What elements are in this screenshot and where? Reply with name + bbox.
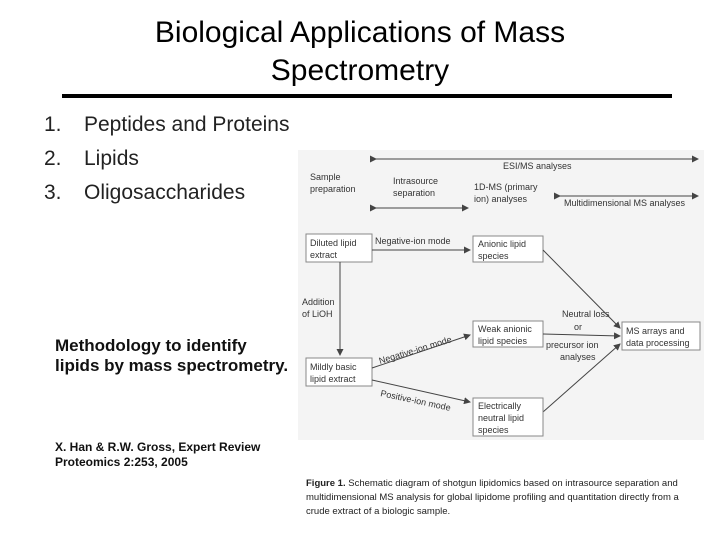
label-or: or	[574, 322, 583, 332]
label-weak-anionic: Weak anionic	[478, 324, 532, 334]
label-species: species	[478, 251, 509, 261]
list-item: 1. Peptides and Proteins	[44, 113, 290, 136]
list-item: 3. Oligosaccharides	[44, 181, 246, 204]
label-negative-mode-diag: Negative-ion mode	[377, 334, 453, 366]
label-diluted: Diluted lipid	[310, 238, 357, 248]
label-1d-ms: 1D-MS (primary	[474, 182, 538, 192]
label-anionic: Anionic lipid	[478, 239, 527, 249]
label-multidimensional: Multidimensional MS analyses	[564, 198, 686, 208]
label-sample: Sample	[310, 172, 341, 182]
label-preparation: preparation	[310, 184, 356, 194]
label-analyses: analyses	[560, 352, 596, 362]
label-intrasource: Intrasource	[393, 176, 439, 186]
figure-caption	[306, 477, 700, 519]
label-data-processing: data processing	[626, 338, 690, 348]
label-separation: separation	[393, 188, 436, 198]
methodology-text: Methodology to identify lipids by mass spectrometry.	[55, 336, 289, 375]
lipidomics-diagram	[298, 150, 704, 518]
label-mildly-basic: Mildly basic	[310, 362, 357, 372]
label-esi-ms: ESI/MS analyses	[503, 161, 572, 171]
label-negative-mode-top: Negative-ion mode	[375, 236, 451, 246]
label-addition: Addition	[302, 297, 335, 307]
citation-text: X. Han & R.W. Gross, Expert Review Proteomics 2:253, 2005	[55, 440, 261, 469]
application-list	[44, 108, 289, 210]
weak-to-ms-arrow	[543, 334, 620, 336]
label-extract: extract	[310, 250, 338, 260]
label-precursor: precursor ion	[546, 340, 599, 350]
label-ms-arrays: MS arrays and	[626, 326, 685, 336]
label-species-2: species	[478, 425, 509, 435]
label-positive-mode-diag: Positive-ion mode	[379, 388, 452, 413]
label-electrically: Electrically	[478, 401, 522, 411]
label-lioh: of LiOH	[302, 309, 333, 319]
list-item: 2. Lipids	[44, 147, 139, 170]
title-divider	[62, 94, 672, 98]
label-lipid-species: lipid species	[478, 336, 528, 346]
label-ion-analyses: ion) analyses	[474, 194, 528, 204]
slide-title: Biological Applications of Mass Spectrometry	[154, 16, 566, 87]
diagram-svg	[298, 150, 704, 450]
caption-text: Schematic diagram of shotgun lipidomics based on intrasource separation and multidimensional MS analysis for global lipidome profiling and quantitation directly from a crude extract of a biologic sample.	[306, 478, 679, 517]
label-neutral-lipid: neutral lipid	[478, 413, 525, 423]
caption-label: Figure 1.	[306, 478, 346, 489]
label-lipid-extract: lipid extract	[310, 374, 356, 384]
label-neutral-loss: Neutral loss	[562, 309, 610, 319]
